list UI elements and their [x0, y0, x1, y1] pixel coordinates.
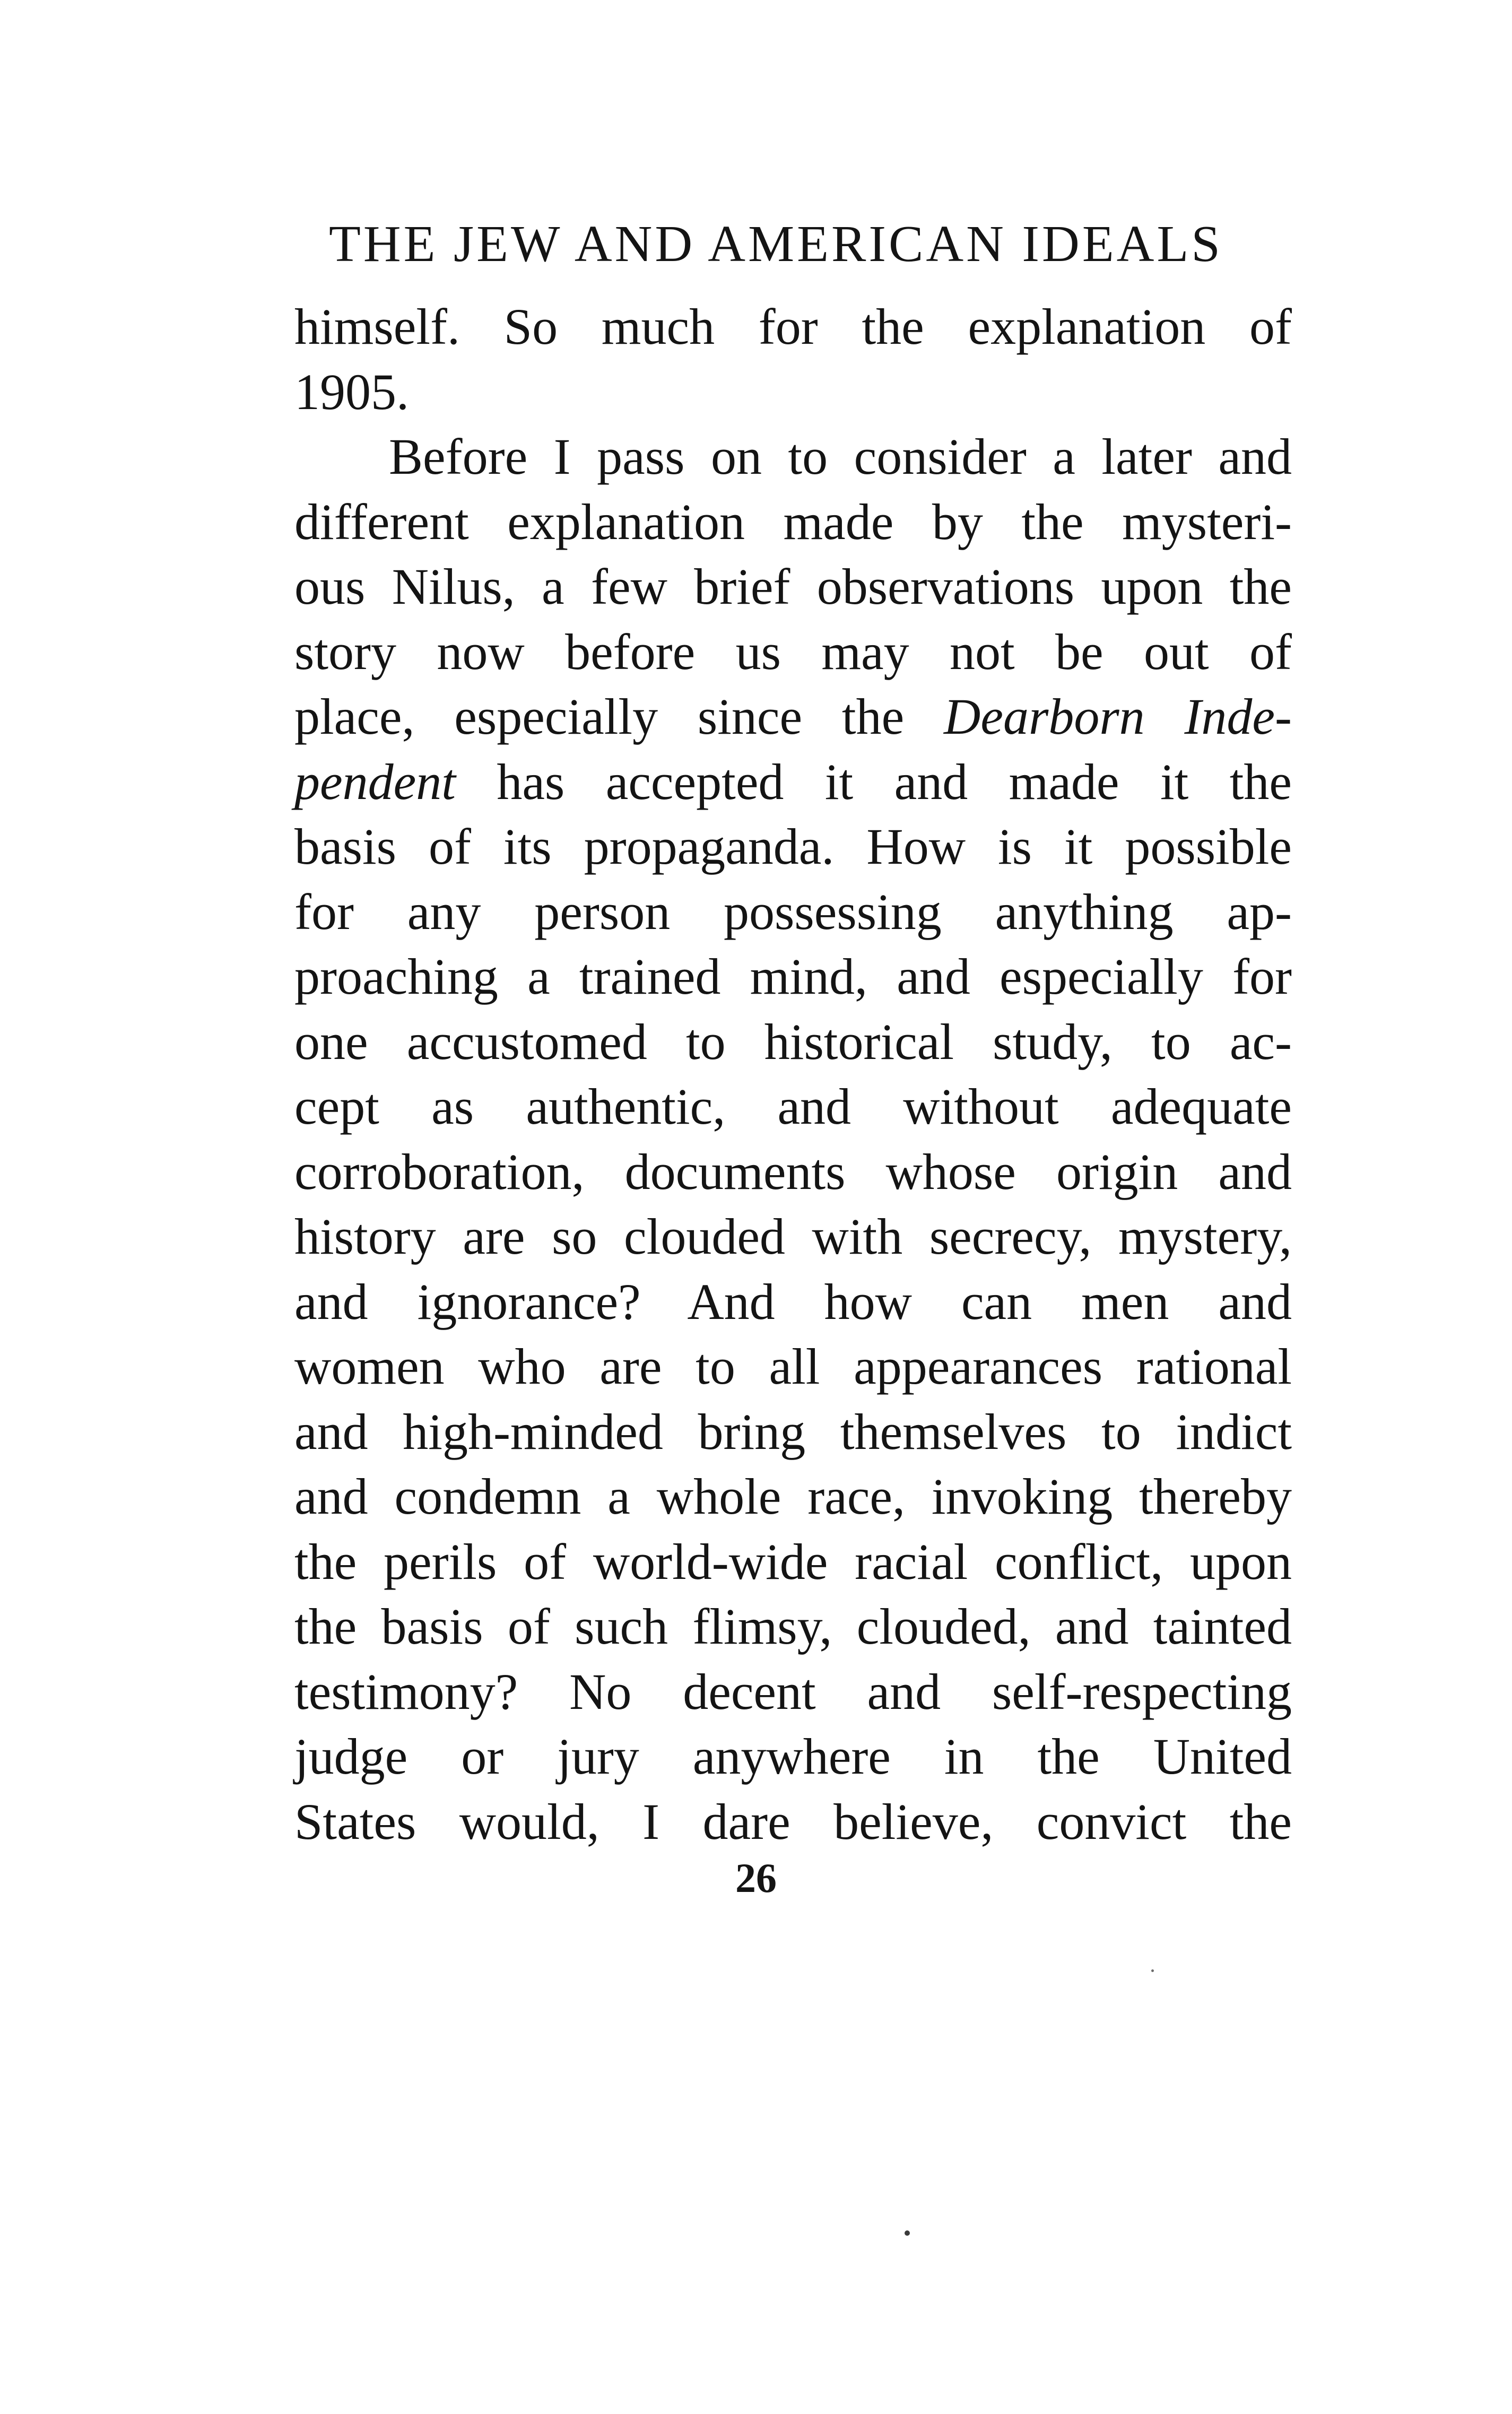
- italic-title: Dearborn Inde-: [944, 688, 1292, 745]
- text-line: history are so clouded with secrecy, mystery,: [294, 1208, 1292, 1265]
- text-line: testimony? No decent and self-respecting: [294, 1663, 1292, 1720]
- page-number: 26: [735, 1855, 777, 1901]
- text-line: and condemn a whole race, invoking thereby: [294, 1468, 1292, 1525]
- text-line: cept as authentic, and without adequate: [294, 1078, 1292, 1135]
- text-line: States would, I dare believe, convict the: [294, 1793, 1292, 1850]
- text-line: judge or jury anywhere in the United: [294, 1728, 1292, 1785]
- italic-title: pendent: [294, 753, 456, 810]
- text-line: women who are to all appearances rational: [294, 1338, 1292, 1395]
- text-line: and ignorance? And how can men and: [294, 1273, 1292, 1330]
- text-line: for any person possessing anything ap-: [294, 883, 1292, 940]
- text-line: different explanation made by the mysteri-: [294, 493, 1292, 550]
- text-line: Before I pass on to consider a later and: [389, 428, 1292, 485]
- scan-speck: [905, 2230, 910, 2236]
- text-line: one accustomed to historical study, to ac-: [294, 1013, 1292, 1070]
- text-line: [294, 684, 1292, 750]
- text-fragment: place, especially since the: [294, 688, 944, 745]
- text-line: corroboration, documents whose origin and: [294, 1143, 1292, 1200]
- text-line: himself. So much for the explanation of: [294, 298, 1292, 355]
- text-line: proaching a trained mind, and especially for: [294, 948, 1292, 1005]
- text-line: ous Nilus, a few brief observations upon the: [294, 558, 1292, 615]
- body-text: [294, 294, 1292, 1854]
- running-head: THE JEW AND AMERICAN IDEALS: [329, 215, 1223, 273]
- text-line: and high-minded bring themselves to indict: [294, 1403, 1292, 1460]
- scan-speck: [1151, 1969, 1154, 1972]
- text-fragment: has accepted it and made it the: [455, 753, 1292, 810]
- text-line: basis of its propaganda. How is it possible: [294, 818, 1292, 875]
- text-line: [294, 750, 1292, 815]
- text-line: the perils of world-wide racial conflict, upon: [294, 1533, 1292, 1590]
- text-line: story now before us may not be out of: [294, 623, 1292, 680]
- text-line: the basis of such flimsy, clouded, and tainted: [294, 1598, 1292, 1655]
- text-line: 1905.: [294, 363, 409, 420]
